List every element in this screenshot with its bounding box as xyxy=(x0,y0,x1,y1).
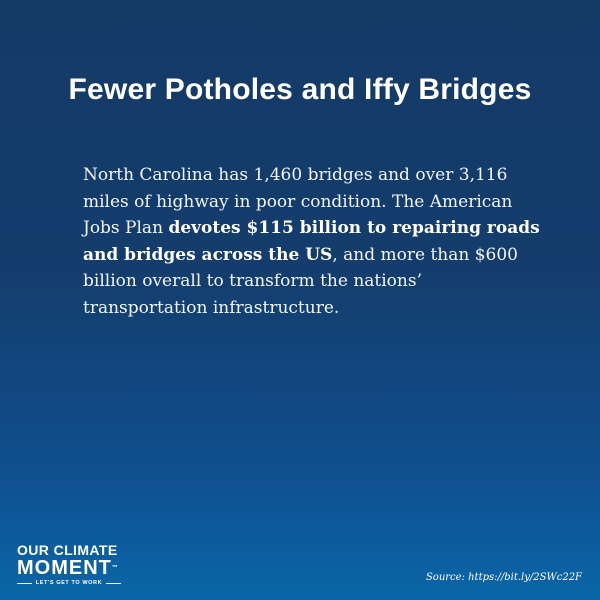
body-text-part2: , and more than $600 billion overall to transform the nations’ transportation infrastructure. xyxy=(83,244,518,318)
tagline-rule-right xyxy=(106,583,121,584)
tagline-rule-left xyxy=(17,583,32,584)
logo-line2-text: MOMENT xyxy=(17,557,112,579)
logo-tagline: LET'S GET TO WORK xyxy=(35,580,103,586)
logo-line2 xyxy=(17,558,127,578)
trademark-symbol: ™ xyxy=(111,565,118,571)
body-text-part1: North Carolina has 1,460 bridges and over 3,116 miles of highway in poor condition. The American Jobs Plan xyxy=(83,165,513,238)
logo-tagline-row xyxy=(17,580,121,586)
logo-line1: OUR CLIMATE xyxy=(17,542,118,558)
body-text-emphasis: devotes $115 billion to repairing roads and bridges across the US xyxy=(83,218,540,265)
our-climate-moment-logo xyxy=(17,543,127,586)
headline: Fewer Potholes and Iffy Bridges xyxy=(68,73,532,106)
source-citation: Source: https://bit.ly/2SWc22F xyxy=(425,572,582,583)
body-paragraph xyxy=(83,162,543,321)
